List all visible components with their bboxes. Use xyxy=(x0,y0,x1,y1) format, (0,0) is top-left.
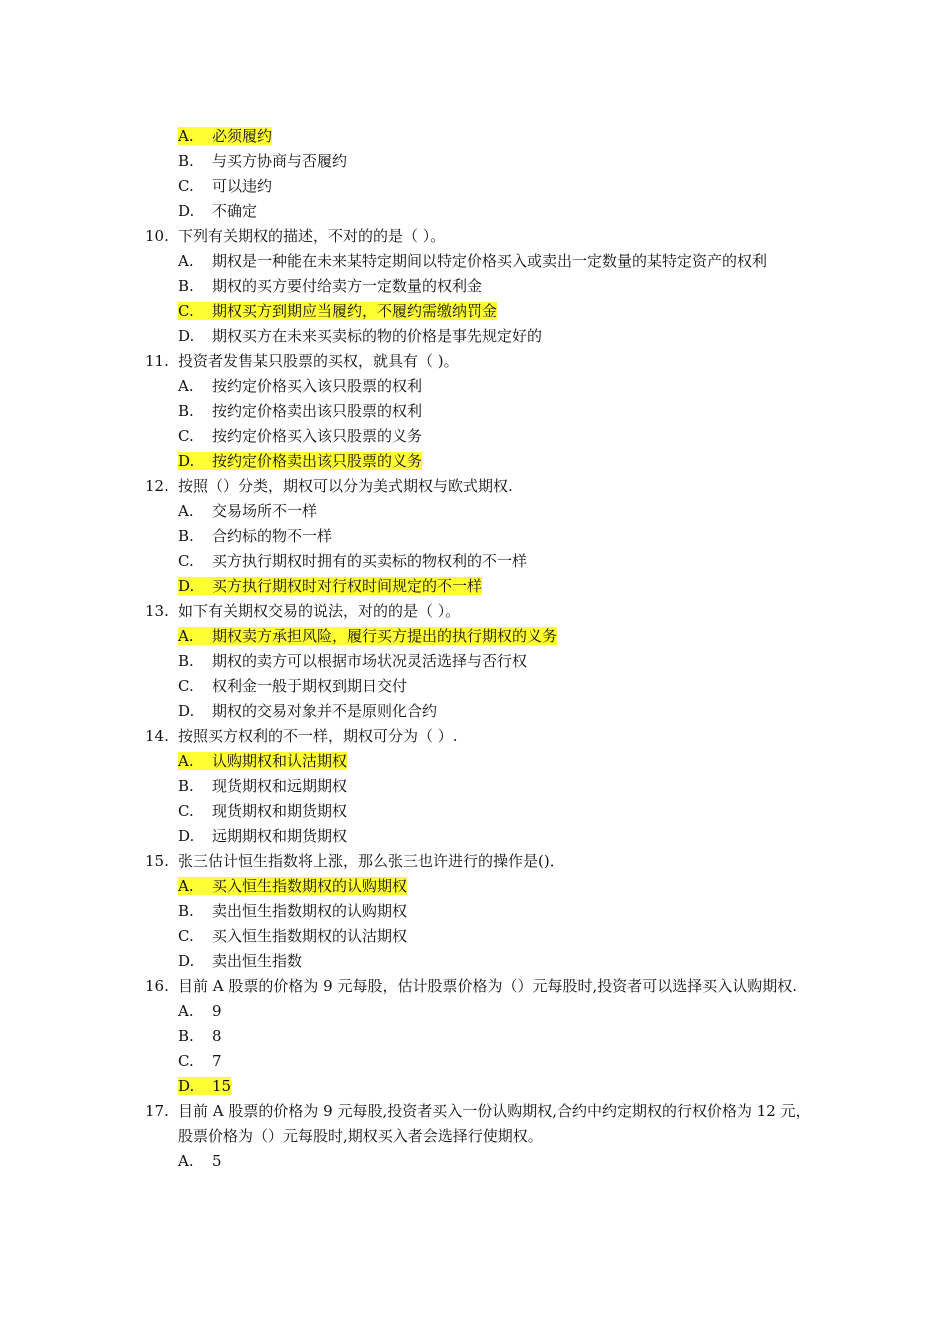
answer-highlight xyxy=(178,1077,231,1095)
answer-option xyxy=(178,649,815,674)
option-text: 必须履约 xyxy=(212,127,273,145)
option-text: 按约定价格卖出该只股票的权利 xyxy=(212,402,423,420)
option-text: 期权的买方要付给卖方一定数量的权利金 xyxy=(212,277,483,295)
question-stem xyxy=(145,224,815,249)
option-label: C. xyxy=(178,177,194,195)
option-text: 远期期权和期货期权 xyxy=(212,827,348,845)
answer-option xyxy=(178,399,815,424)
answer-option xyxy=(178,174,815,199)
option-text: 交易场所不一样 xyxy=(212,502,318,520)
option-text: 15 xyxy=(212,1077,232,1095)
option-label: A. xyxy=(178,627,194,645)
option-label: C. xyxy=(178,802,194,820)
answer-option-highlighted xyxy=(178,749,815,774)
option-text: 按约定价格卖出该只股票的义务 xyxy=(212,452,423,470)
option-text: 9 xyxy=(212,1002,222,1020)
option-text: 期权是一种能在未来某特定期间以特定价格买入或卖出一定数量的某特定资产的权利 xyxy=(212,252,768,270)
answer-option xyxy=(178,424,815,449)
option-label: B. xyxy=(178,527,194,545)
option-label: C. xyxy=(178,1052,194,1070)
answer-option xyxy=(178,1024,815,1049)
option-text: 期权买方到期应当履约，不履约需缴纳罚金 xyxy=(212,302,498,320)
question-number: 17. xyxy=(145,1102,169,1120)
answer-option xyxy=(178,799,815,824)
option-text: 与买方协商与否履约 xyxy=(212,152,348,170)
answer-option-highlighted xyxy=(178,574,815,599)
option-label: D. xyxy=(178,827,195,845)
option-text: 可以违约 xyxy=(212,177,273,195)
question-text: 下列有关期权的描述，不对的的是（ ）。 xyxy=(178,227,446,245)
question-number: 13. xyxy=(145,602,169,620)
answer-option xyxy=(178,524,815,549)
question-number: 15. xyxy=(145,852,169,870)
option-text: 期权的卖方可以根据市场状况灵活选择与否行权 xyxy=(212,652,528,670)
question-number: 10. xyxy=(145,227,169,245)
option-label: B. xyxy=(178,1027,194,1045)
option-label: B. xyxy=(178,277,194,295)
option-text: 现货期权和期货期权 xyxy=(212,802,348,820)
answer-option xyxy=(178,824,815,849)
answer-option-highlighted xyxy=(178,624,815,649)
option-label: D. xyxy=(178,327,195,345)
question-number: 11. xyxy=(145,352,169,370)
question-number: 14. xyxy=(145,727,169,745)
option-label: A. xyxy=(178,127,194,145)
option-label: A. xyxy=(178,1002,194,1020)
option-label: D. xyxy=(178,1077,195,1095)
option-text: 7 xyxy=(212,1052,222,1070)
option-label: C. xyxy=(178,552,194,570)
option-label: D. xyxy=(178,452,195,470)
question-stem xyxy=(145,349,815,374)
option-label: B. xyxy=(178,902,194,920)
answer-option xyxy=(178,274,815,299)
option-label: A. xyxy=(178,502,194,520)
answer-highlight xyxy=(178,627,557,645)
option-label: D. xyxy=(178,202,195,220)
answer-option xyxy=(178,999,815,1024)
option-text: 按约定价格买入该只股票的义务 xyxy=(212,427,423,445)
option-label: A. xyxy=(178,752,194,770)
question-stem xyxy=(145,599,815,624)
option-label: D. xyxy=(178,702,195,720)
option-label: B. xyxy=(178,652,194,670)
option-text: 8 xyxy=(212,1027,222,1045)
option-text: 买方执行期权时对行权时间规定的不一样 xyxy=(212,577,483,595)
option-label: A. xyxy=(178,377,194,395)
question-stem xyxy=(145,974,815,999)
option-label: D. xyxy=(178,577,195,595)
option-label: C. xyxy=(178,927,194,945)
option-text: 不确定 xyxy=(212,202,258,220)
answer-option xyxy=(178,699,815,724)
option-text: 期权的交易对象并不是原则化合约 xyxy=(212,702,438,720)
answer-highlight xyxy=(178,577,482,595)
answer-highlight xyxy=(178,302,497,320)
option-text: 现货期权和远期期权 xyxy=(212,777,348,795)
answer-option xyxy=(178,774,815,799)
option-label: A. xyxy=(178,877,194,895)
option-label: C. xyxy=(178,677,194,695)
option-label: B. xyxy=(178,777,194,795)
answer-option xyxy=(178,374,815,399)
answer-option xyxy=(178,549,815,574)
question-text: 张三估计恒生指数将上涨，那么张三也许进行的操作是()． xyxy=(178,852,565,870)
question-text: 目前 A 股票的价格为 9 元每股，估计股票价格为（）元每股时,投资者可以选择买入认购期权. xyxy=(178,977,797,995)
question-text: 如下有关期权交易的说法，对的的是（ ）。 xyxy=(178,602,461,620)
question-number: 12. xyxy=(145,477,169,495)
answer-highlight xyxy=(178,752,347,770)
answer-option xyxy=(178,674,815,699)
option-text: 权利金一般于期权到期日交付 xyxy=(212,677,408,695)
option-label: B. xyxy=(178,152,194,170)
option-text: 按约定价格买入该只股票的权利 xyxy=(212,377,423,395)
option-text: 买方执行期权时拥有的买卖标的物权利的不一样 xyxy=(212,552,528,570)
answer-option-highlighted xyxy=(178,1074,815,1099)
question-stem xyxy=(145,1099,815,1149)
answer-highlight xyxy=(178,127,272,145)
answer-option xyxy=(178,949,815,974)
option-text: 买入恒生指数期权的认购期权 xyxy=(212,877,408,895)
question-stem xyxy=(145,474,815,499)
option-label: D. xyxy=(178,952,195,970)
answer-option xyxy=(178,149,815,174)
option-text: 期权卖方承担风险，履行买方提出的执行期权的义务 xyxy=(212,627,558,645)
answer-option xyxy=(178,324,815,349)
question-text: 按照（）分类，期权可以分为美式期权与欧式期权. xyxy=(178,477,513,495)
option-text: 5 xyxy=(212,1152,222,1170)
question-text: 目前 A 股票的价格为 9 元每股,投资者买入一份认购期权,合约中约定期权的行权价格为 12 元，股票价格为（）元每股时,期权买入者会选择行使期权。 xyxy=(178,1102,811,1145)
option-label: B. xyxy=(178,402,194,420)
option-text: 认购期权和认沽期权 xyxy=(212,752,348,770)
question-number: 16. xyxy=(145,977,169,995)
option-text: 卖出恒生指数期权的认购期权 xyxy=(212,902,408,920)
option-label: C. xyxy=(178,427,194,445)
answer-option xyxy=(178,924,815,949)
option-text: 合约标的物不一样 xyxy=(212,527,333,545)
answer-option-highlighted xyxy=(178,449,815,474)
answer-option xyxy=(178,249,815,274)
answer-option-highlighted xyxy=(178,299,815,324)
question-stem xyxy=(145,724,815,749)
option-label: C. xyxy=(178,302,194,320)
answer-option xyxy=(178,899,815,924)
option-label: A. xyxy=(178,1152,194,1170)
question-list xyxy=(145,124,815,1174)
answer-highlight xyxy=(178,877,407,895)
answer-option-highlighted xyxy=(178,874,815,899)
option-text: 卖出恒生指数 xyxy=(212,952,303,970)
option-text: 期权买方在未来买卖标的物的价格是事先规定好的 xyxy=(212,327,543,345)
answer-option xyxy=(178,1149,815,1174)
answer-option xyxy=(178,1049,815,1074)
option-label: A. xyxy=(178,252,194,270)
answer-option-highlighted xyxy=(178,124,815,149)
answer-option xyxy=(178,199,815,224)
question-stem xyxy=(145,849,815,874)
answer-highlight xyxy=(178,452,422,470)
option-text: 买入恒生指数期权的认沽期权 xyxy=(212,927,408,945)
answer-option xyxy=(178,499,815,524)
question-text: 投资者发售某只股票的买权，就具有（ )。 xyxy=(178,352,459,370)
question-text: 按照买方权利的不一样，期权可分为（ ）. xyxy=(178,727,458,745)
